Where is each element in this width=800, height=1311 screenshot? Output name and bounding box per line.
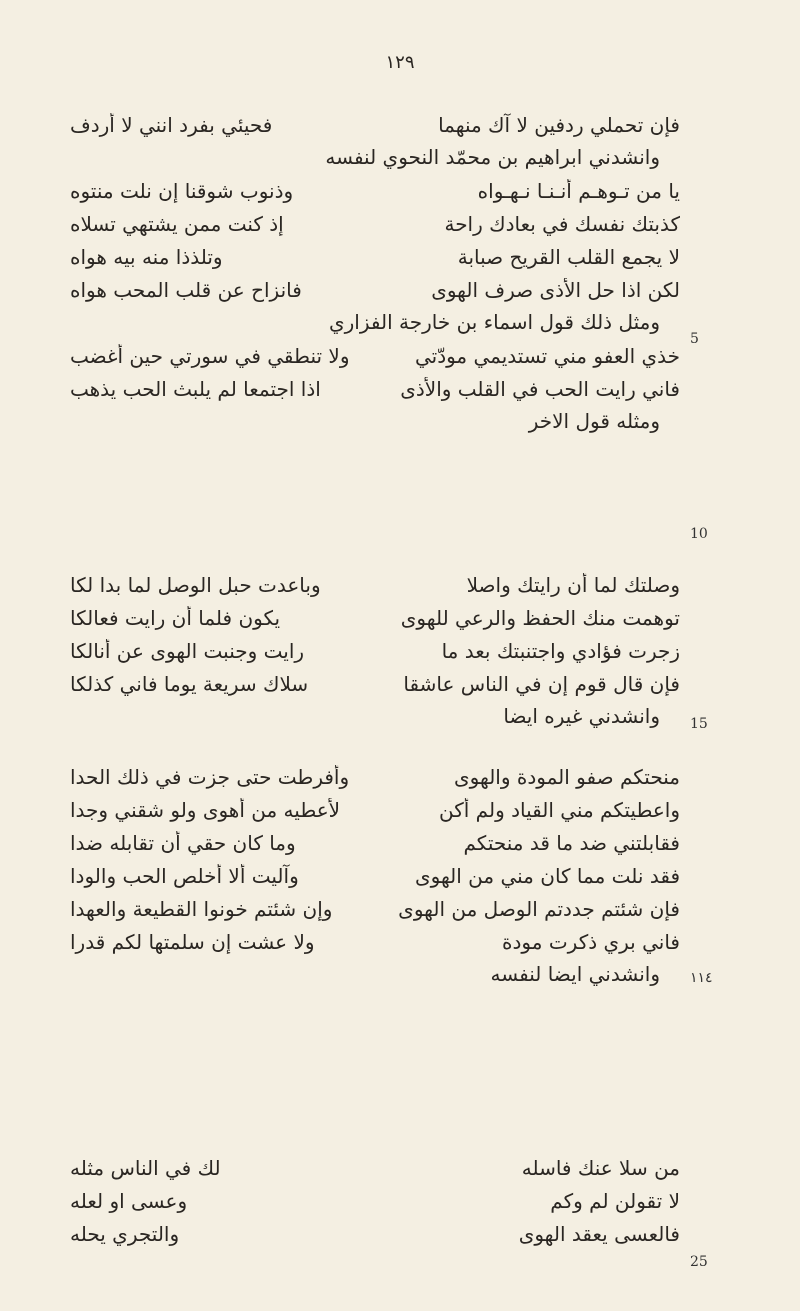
verse-line: [70, 174, 680, 207]
verse-line: [70, 1217, 680, 1250]
verse-line: [70, 339, 680, 372]
poem-block-2: [70, 568, 680, 733]
hemistich-first: فاني رايت الحب في القلب والأذى: [400, 376, 680, 401]
hemistich-second: وعسى او لعله: [70, 1188, 188, 1213]
verse-line: [70, 372, 680, 405]
verse-line: [70, 793, 680, 826]
hemistich-first: لا تقولن لم وكم: [550, 1188, 680, 1213]
prose-line: وانشدني غيره ايضا: [503, 704, 660, 728]
verse-line: [70, 667, 680, 700]
hemistich-second: وتلذذا منه بيه هواه: [70, 244, 223, 269]
verse-line: [70, 1184, 680, 1217]
hemistich-first: كذبتك نفسك في بعادك راحة: [444, 211, 680, 236]
verse-line: [70, 634, 680, 667]
hemistich-second: لك في الناس مثله: [70, 1155, 221, 1180]
prose-line: ومثله قول الاخر: [528, 409, 660, 433]
hemistich-first: لا يجمع القلب القريح صبابة: [457, 244, 680, 269]
hemistich-second: وما كان حقي أن تقابله ضدا: [70, 830, 296, 855]
verse-line: [70, 601, 680, 634]
hemistich-first: فإن قال قوم إن في الناس عاشقا: [403, 671, 680, 696]
hemistich-first: فإن شئتم جددتم الوصل من الهوى: [398, 896, 680, 921]
hemistich-second: ولا عشت إن سلمتها لكم قدرا: [70, 929, 315, 954]
hemistich-second: لأعطيه من أهوى ولو شقني وجدا: [70, 797, 341, 822]
hemistich-second: وإن شئتم خونوا القطيعة والعهدا: [70, 896, 333, 921]
hemistich-second: اذا اجتمعا لم يلبث الحب يذهب: [70, 376, 321, 401]
hemistich-first: وصلتك لما أن رايتك واصلا: [466, 572, 680, 597]
verse-line: [70, 859, 680, 892]
hemistich-second: رايت وجنبت الهوى عن أنالكا: [70, 638, 305, 663]
verse-line: [70, 1151, 680, 1184]
hemistich-second: وآليت ألا أخلص الحب والودا: [70, 863, 299, 888]
hemistich-second: فانزاح عن قلب المحب هواه: [70, 277, 302, 302]
poem-block-1: [70, 108, 680, 438]
line-number-25: 25: [690, 1254, 708, 1270]
hemistich-second: ولا تنطقي في سورتي حين أغضب: [70, 343, 350, 368]
hemistich-first: يا من تـوهـم أنـنـا نـهـواه: [477, 178, 680, 203]
hemistich-first: لكن اذا حل الأذى صرف الهوى: [431, 277, 680, 302]
hemistich-second: سلاك سريعة يوما فاني كذلكا: [70, 671, 309, 696]
verse-line: [70, 925, 680, 958]
hemistich-first: خذي العفو مني تستديمي مودّتي: [414, 343, 680, 368]
folio-number-114: ١١٤: [690, 970, 713, 986]
page-number: ١٢٩: [385, 52, 415, 73]
verse-line: [70, 826, 680, 859]
hemistich-first: زجرت فؤادي واجتنبتك بعد ما: [441, 638, 680, 663]
hemistich-first: فقابلتني ضد ما قد منحتكم: [463, 830, 680, 855]
verse-line: [70, 240, 680, 273]
poem-block-4: [70, 1151, 680, 1250]
hemistich-first: فاني بري ذكرت مودة: [502, 929, 680, 954]
hemistich-first: منحتكم صفو المودة والهوى: [454, 764, 680, 789]
hemistich-first: فإن تحملي ردفين لا آك منهما: [438, 112, 680, 137]
prose-line: وانشدني ايضا لنفسه: [490, 962, 660, 986]
verse-line: [70, 760, 680, 793]
verse-line: [70, 568, 680, 601]
hemistich-first: واعطيتكم مني القياد ولم أكن: [439, 797, 680, 822]
hemistich-second: إذ كنت ممن يشتهي تسلاه: [70, 211, 284, 236]
hemistich-first: من سلا عنك فاسله: [521, 1155, 680, 1180]
verse-line: [70, 273, 680, 306]
hemistich-second: والتجري يحله: [70, 1221, 180, 1246]
hemistich-second: يكون فلما أن رايت فعالكا: [70, 605, 281, 630]
prose-line: ومثل ذلك قول اسماء بن خارجة الفزاري: [328, 310, 660, 334]
hemistich-second: وذنوب شوقنا إن نلت منتوه: [70, 178, 294, 203]
hemistich-first: توهمت منك الحفظ والرعي للهوى: [400, 605, 680, 630]
poem-block-3: [70, 760, 680, 991]
hemistich-first: فقد نلت مما كان مني من الهوى: [414, 863, 680, 888]
line-number-15: 15: [690, 716, 708, 732]
hemistich-first: فالعسى يعقد الهوى: [518, 1221, 680, 1246]
hemistich-second: فحيئي بفرد انني لا أردف: [70, 112, 273, 137]
hemistich-second: وأفرطت حتى جزت في ذلك الحدا: [70, 764, 350, 789]
line-number-5: 5: [690, 331, 699, 347]
hemistich-second: وباعدت حبل الوصل لما بدا لكا: [70, 572, 321, 597]
verse-line: [70, 207, 680, 240]
verse-line: [70, 892, 680, 925]
verse-line: [70, 108, 680, 141]
prose-line: وانشدني ابراهيم بن محمّد النحوي لنفسه: [325, 145, 660, 169]
line-number-10: 10: [690, 526, 708, 542]
